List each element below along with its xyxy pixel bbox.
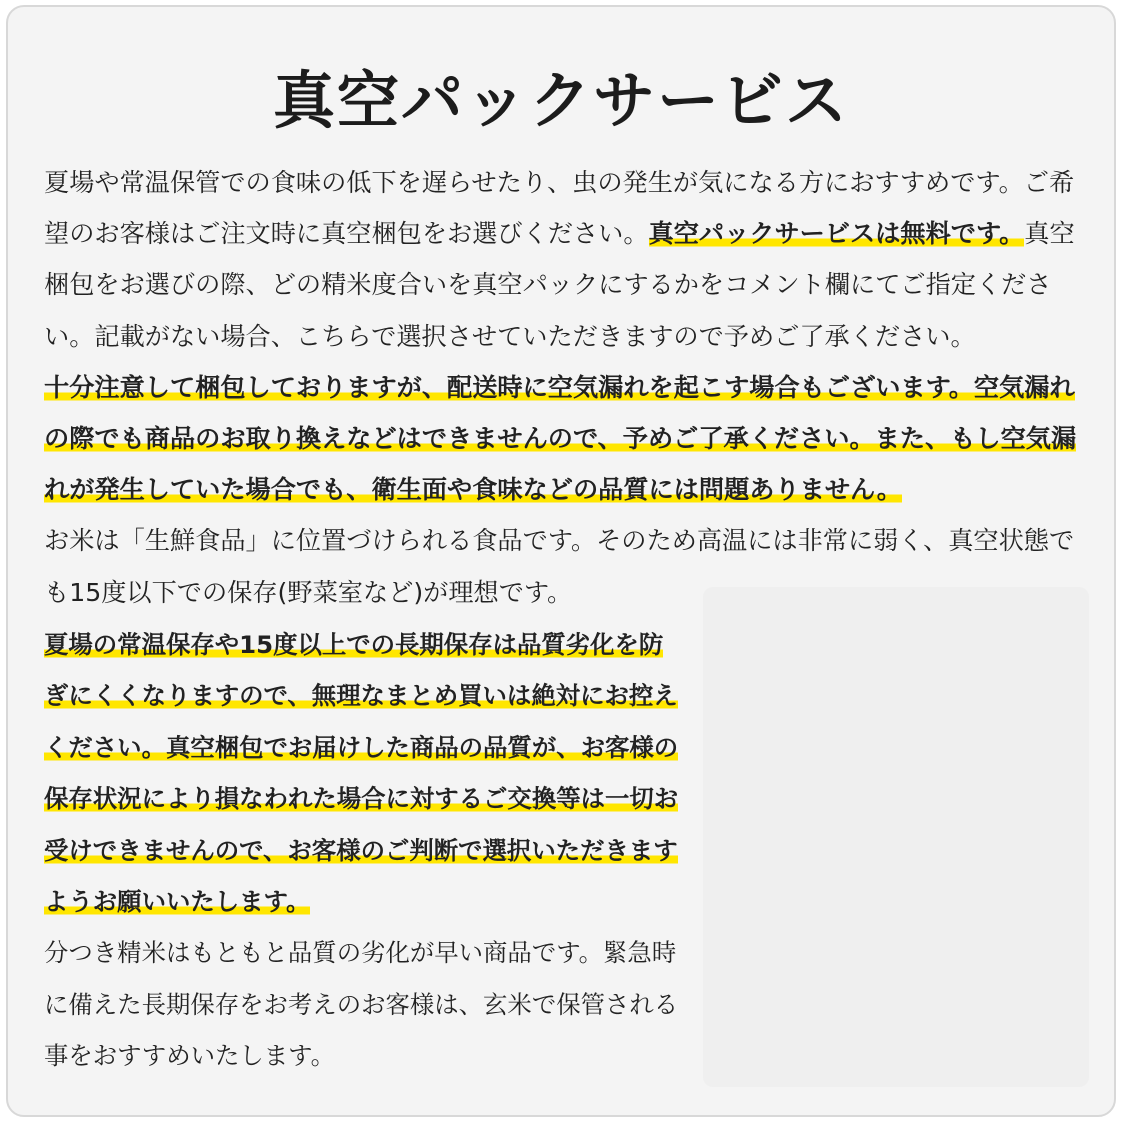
long-term-warning-highlight: 夏場の常温保存や15度以上での長期保存は品質劣化を防ぎにくくなりますので、無理なまとめ買いは絶対にお控えください。真空梱包でお届けした商品の品質が、お客様の保存状況により損なわれた場合に対するご交換等は一切お受けできませんので、お客様のご判断で選択いただきますようお願いいたします。 <box>44 630 679 917</box>
storage-notes <box>44 619 684 1082</box>
intro-text-2: 真空梱包をお選びの際、どの精米度合いを真空パックにするかをコメント欄にてご指定ください。記載がない場合、こちらで選択させていただきますので予めご了承ください。 <box>44 219 1075 351</box>
description <box>44 157 1096 618</box>
brown-rice-advice-paragraph: 分つき精米はもともと品質の劣化が早い商品です。緊急時に備えた長期保存をお考えのお客様は、玄米で保管される事をおすすめいたします。 <box>44 938 679 1071</box>
intro-text: 夏場や常温保管での食味の低下を遅らせたり、虫の発生が気になる方におすすめです。ご希望のお客様はご注文時に真空梱包をお選びください。 <box>44 168 1075 249</box>
long-term-warning-paragraph <box>44 619 684 927</box>
free-service-highlight: 真空パックサービスは無料です。 <box>648 219 1025 249</box>
air-leak-warning-highlight: 十分注意して梱包しておりますが、配送時に空気漏れを起こす場合もございます。空気漏れの際でも商品のお取り換えなどはできませんので、予めご了承ください。また、もし空気漏れが発生していた場合でも、衛生面や食味などの品質には問題ありません。 <box>44 372 1077 505</box>
rice-bag-image <box>703 587 1089 1087</box>
intro-paragraph <box>44 157 1096 362</box>
image-background <box>703 587 1089 1087</box>
storage-paragraph: お米は「生鮮食品」に位置づけられる食品です。そのため高温には非常に弱く、真空状態でも15度以下での保存(野菜室など)が理想です。 <box>44 526 1075 607</box>
page-title: 真空パックサービス <box>272 64 849 137</box>
vacuum-pack-card <box>6 5 1116 1117</box>
warning-paragraph <box>44 362 1096 516</box>
